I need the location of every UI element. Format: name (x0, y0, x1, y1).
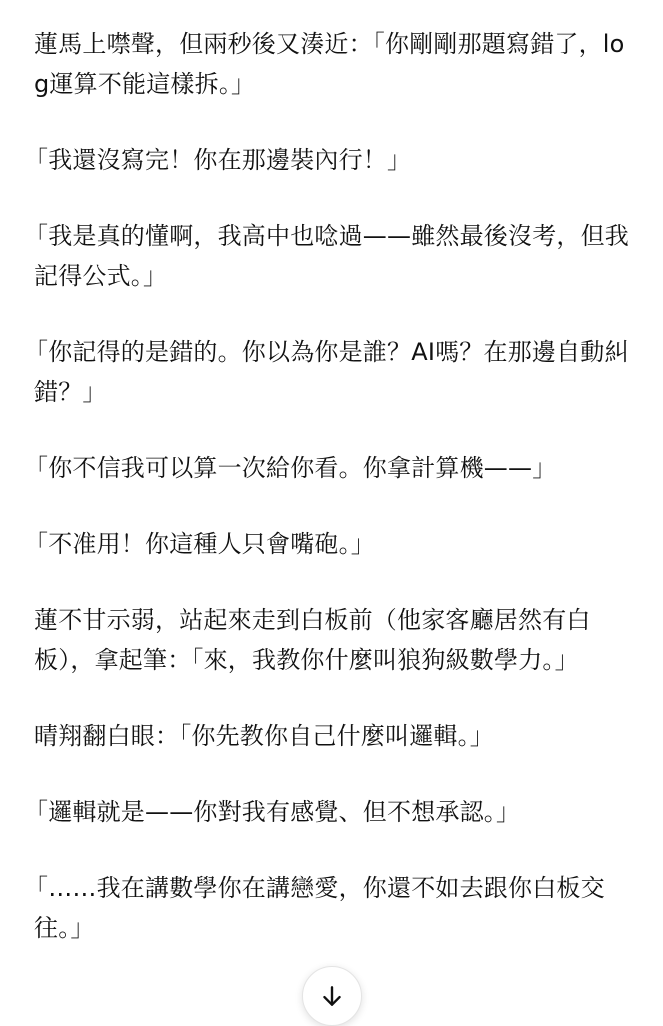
paragraph: 「你不信我可以算一次給你看。你拿計算機——」 (24, 454, 557, 482)
paragraph: 蓮馬上噤聲，但兩秒後又湊近：「你剛剛那題寫錯了，log運算不能這樣拆。」 (34, 30, 625, 98)
paragraph: 蓮不甘示弱，站起來走到白板前（他家客廳居然有白板），拿起筆：「來，我教你什麼叫狼狗級數學力。」 (34, 606, 591, 674)
paragraph: 「我是真的懂啊，我高中也唸過——雖然最後沒考，但我記得公式。」 (24, 222, 629, 290)
paragraph: 「……我在講數學你在講戀愛，你還不如去跟你白板交往。」 (24, 874, 605, 942)
paragraph: 「我還沒寫完！你在那邊裝內行！」 (24, 146, 412, 174)
paragraph: 「邏輯就是——你對我有感覺、但不想承認。」 (24, 798, 521, 826)
arrow-down-icon (319, 983, 345, 1009)
chat-message-content (24, 24, 634, 984)
scroll-to-bottom-button[interactable] (302, 966, 362, 1026)
paragraph: 「不准用！你這種人只會嘴砲。」 (24, 530, 375, 558)
paragraph: 「你記得的是錯的。你以為你是誰？AI嗎？在那邊自動糾錯？」 (24, 338, 629, 406)
paragraph: 晴翔翻白眼：「你先教你自己什麼叫邏輯。」 (34, 722, 494, 750)
